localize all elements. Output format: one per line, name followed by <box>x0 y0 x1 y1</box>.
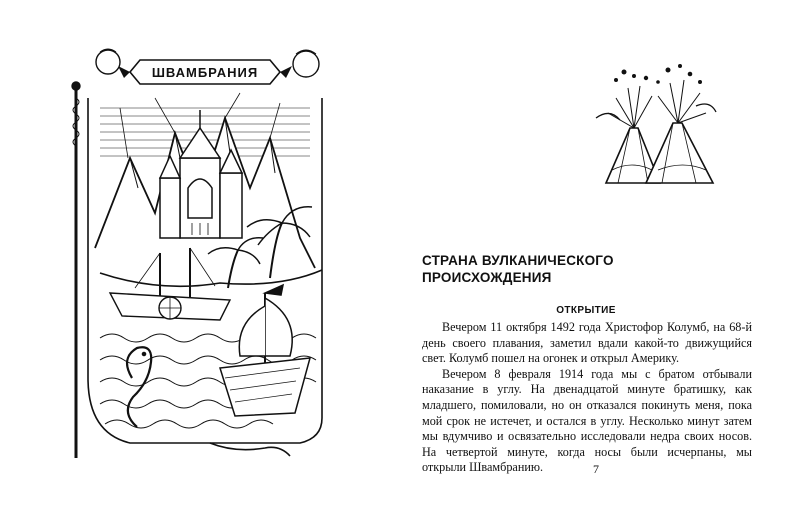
banner <box>118 60 292 84</box>
paragraph: Вечером 8 февраля 1914 года мы с братом отбывали наказание в углу. На двенадцатой минуте братишку, как младшего, помиловали, но он отказался покинуть меня, пока мой срок не истечет, и остался в углу. Несколько минут затем мы вдумчиво и освязательно исследовали недра своих носов. На четвертой минуте, когда носы были исчерпаны, мы открыли Швамбранию. <box>422 366 752 475</box>
paragraph: Вечером 11 октября 1492 года Христофор Колумб, на 68-й день своего плавания, заметил вдали какой-то движущийся свет. Колумб пошел на огонек и открыл Америку. <box>422 320 752 366</box>
right-page <box>400 0 800 507</box>
section-title: ОТКРЫТИЕ <box>556 305 616 316</box>
volcano-vignette <box>588 58 718 188</box>
chapter-title-line1: СТРАНА ВУЛКАНИЧЕСКОГО <box>422 253 614 268</box>
chapter-title <box>422 252 682 286</box>
chapter-title-line2: ПРОИСХОЖДЕНИЯ <box>422 270 552 285</box>
banner-text: ШВАМБРАНИЯ <box>151 65 259 80</box>
page-number: 7 <box>593 462 599 476</box>
shvambrania-illustration <box>60 38 340 478</box>
body-text <box>422 320 752 476</box>
